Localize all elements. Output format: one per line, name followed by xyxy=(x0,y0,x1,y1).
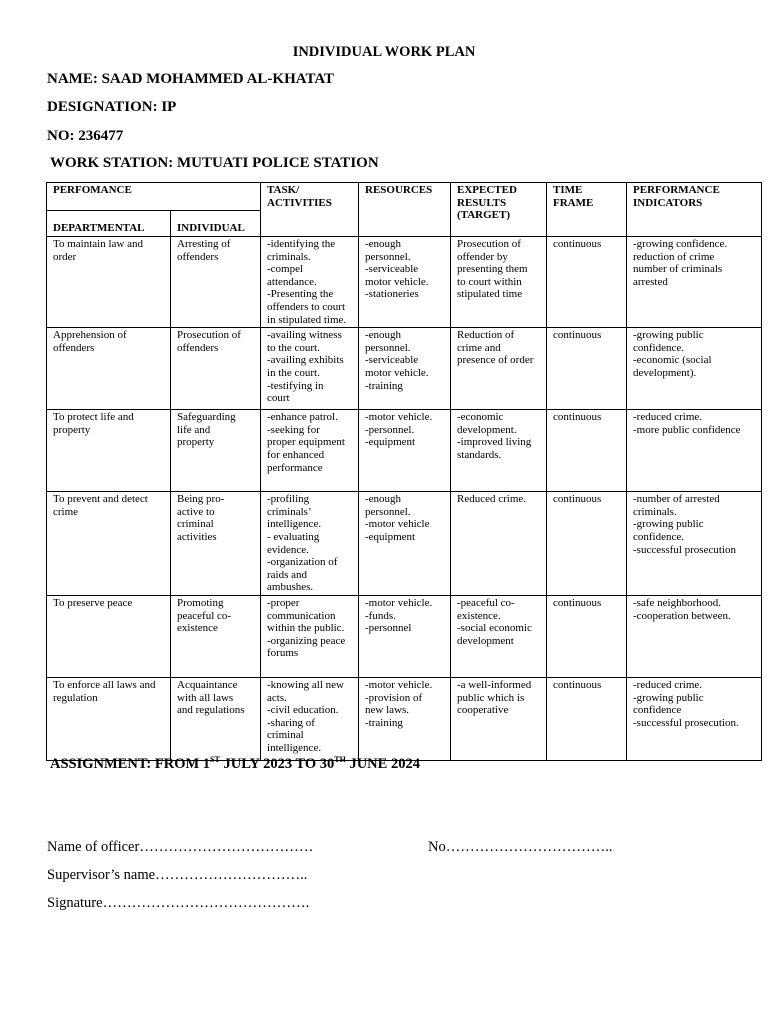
cell-time-frame: continuous xyxy=(547,410,627,492)
cell-time-frame: continuous xyxy=(547,595,627,677)
cell-resources: -enough personnel. -serviceable motor vehicle. -training xyxy=(359,328,451,410)
cell-expected: Reduction of crime and presence of order xyxy=(451,328,547,410)
table-row xyxy=(47,237,762,328)
cell-indicators: -safe neighborhood. -cooperation between. xyxy=(627,595,762,677)
number-line: No…………………………….. xyxy=(428,839,613,855)
cell-indicators: -growing public confidence. -economic (social development). xyxy=(627,328,762,410)
cell-task: -knowing all new acts. -civil education. -sharing of criminal intelligence. xyxy=(261,677,359,760)
officer-name: NAME: SAAD MOHAMMED AL-KHATAT xyxy=(47,71,335,87)
cell-resources: -enough personnel. -serviceable motor vehicle. -stationeries xyxy=(359,237,451,328)
designation: DESIGNATION: IP xyxy=(47,99,177,115)
cell-task: -profiling criminals’ intelligence. - evaluating evidence. -organization of raids and ambushes. xyxy=(261,492,359,596)
cell-departmental: To protect life and property xyxy=(47,410,171,492)
header-individual: INDIVIDUAL xyxy=(171,211,261,237)
header-expected-results: EXPECTED RESULTS (TARGET) xyxy=(451,183,547,237)
cell-time-frame: continuous xyxy=(547,237,627,328)
cell-resources: -enough personnel. -motor vehicle -equipment xyxy=(359,492,451,596)
cell-expected: -economic development. -improved living standards. xyxy=(451,410,547,492)
cell-resources: -motor vehicle. -provision of new laws. -training xyxy=(359,677,451,760)
header-resources: RESOURCES xyxy=(359,183,451,237)
supervisor-name-line: Supervisor’s name………………………….. xyxy=(47,867,308,883)
cell-expected: -a well-informed public which is cooperative xyxy=(451,677,547,760)
header-departmental: DEPARTMENTAL xyxy=(47,211,171,237)
work-plan-table xyxy=(46,182,762,761)
cell-indicators: -reduced crime. -growing public confidence -successful prosecution. xyxy=(627,677,762,760)
cell-individual: Prosecution of offenders xyxy=(171,328,261,410)
cell-resources: -motor vehicle. -funds. -personnel xyxy=(359,595,451,677)
header-task: TASK/ ACTIVITIES xyxy=(261,183,359,237)
cell-expected: Reduced crime. xyxy=(451,492,547,596)
table-row xyxy=(47,677,762,760)
cell-expected: Prosecution of offender by presenting them to court within stipulated time xyxy=(451,237,547,328)
cell-departmental: To prevent and detect crime xyxy=(47,492,171,596)
header-performance-indicators: PERFORMANCE INDICATORS xyxy=(627,183,762,237)
cell-indicators: -reduced crime. -more public confidence xyxy=(627,410,762,492)
cell-individual: Safeguarding life and property xyxy=(171,410,261,492)
cell-departmental: To maintain law and order xyxy=(47,237,171,328)
cell-indicators: -growing confidence. reduction of crime number of criminals arrested xyxy=(627,237,762,328)
cell-time-frame: continuous xyxy=(547,328,627,410)
table-row xyxy=(47,595,762,677)
cell-task: -enhance patrol. -seeking for proper equipment for enhanced performance xyxy=(261,410,359,492)
cell-departmental: To enforce all laws and regulation xyxy=(47,677,171,760)
work-station: WORK STATION: MUTUATI POLICE STATION xyxy=(50,155,379,171)
cell-individual: Acquaintance with all laws and regulations xyxy=(171,677,261,760)
signature-line: Signature……………………………………. xyxy=(47,895,310,911)
name-of-officer-line: Name of officer……………………………… xyxy=(47,839,314,855)
cell-individual: Promoting peaceful co- existence xyxy=(171,595,261,677)
officer-number: NO: 236477 xyxy=(47,128,124,144)
table-row xyxy=(47,328,762,410)
cell-departmental: Apprehension of offenders xyxy=(47,328,171,410)
cell-individual: Being pro- active to criminal activities xyxy=(171,492,261,596)
cell-individual: Arresting of offenders xyxy=(171,237,261,328)
cell-indicators: -number of arrested criminals. -growing public confidence. -successful prosecution xyxy=(627,492,762,596)
header-time-frame: TIME FRAME xyxy=(547,183,627,237)
cell-time-frame: continuous xyxy=(547,677,627,760)
cell-resources: -motor vehicle. -personnel. -equipment xyxy=(359,410,451,492)
header-performance: PERFOMANCE xyxy=(47,183,261,211)
table-row xyxy=(47,492,762,596)
assignment-period: ASSIGNMENT: FROM 1ST JULY 2023 TO 30TH JUNE 2024 xyxy=(50,755,420,772)
document-title: INDIVIDUAL WORK PLAN xyxy=(292,44,476,60)
cell-departmental: To preserve peace xyxy=(47,595,171,677)
cell-task: -availing witness to the court. -availing exhibits in the court. -testifying in court xyxy=(261,328,359,410)
cell-time-frame: continuous xyxy=(547,492,627,596)
cell-task: -proper communication within the public. -organizing peace forums xyxy=(261,595,359,677)
cell-expected: -peaceful co- existence. -social economic development xyxy=(451,595,547,677)
cell-task: -identifying the criminals. -compel attendance. -Presenting the offenders to court in stipulated time. xyxy=(261,237,359,328)
table-row xyxy=(47,410,762,492)
